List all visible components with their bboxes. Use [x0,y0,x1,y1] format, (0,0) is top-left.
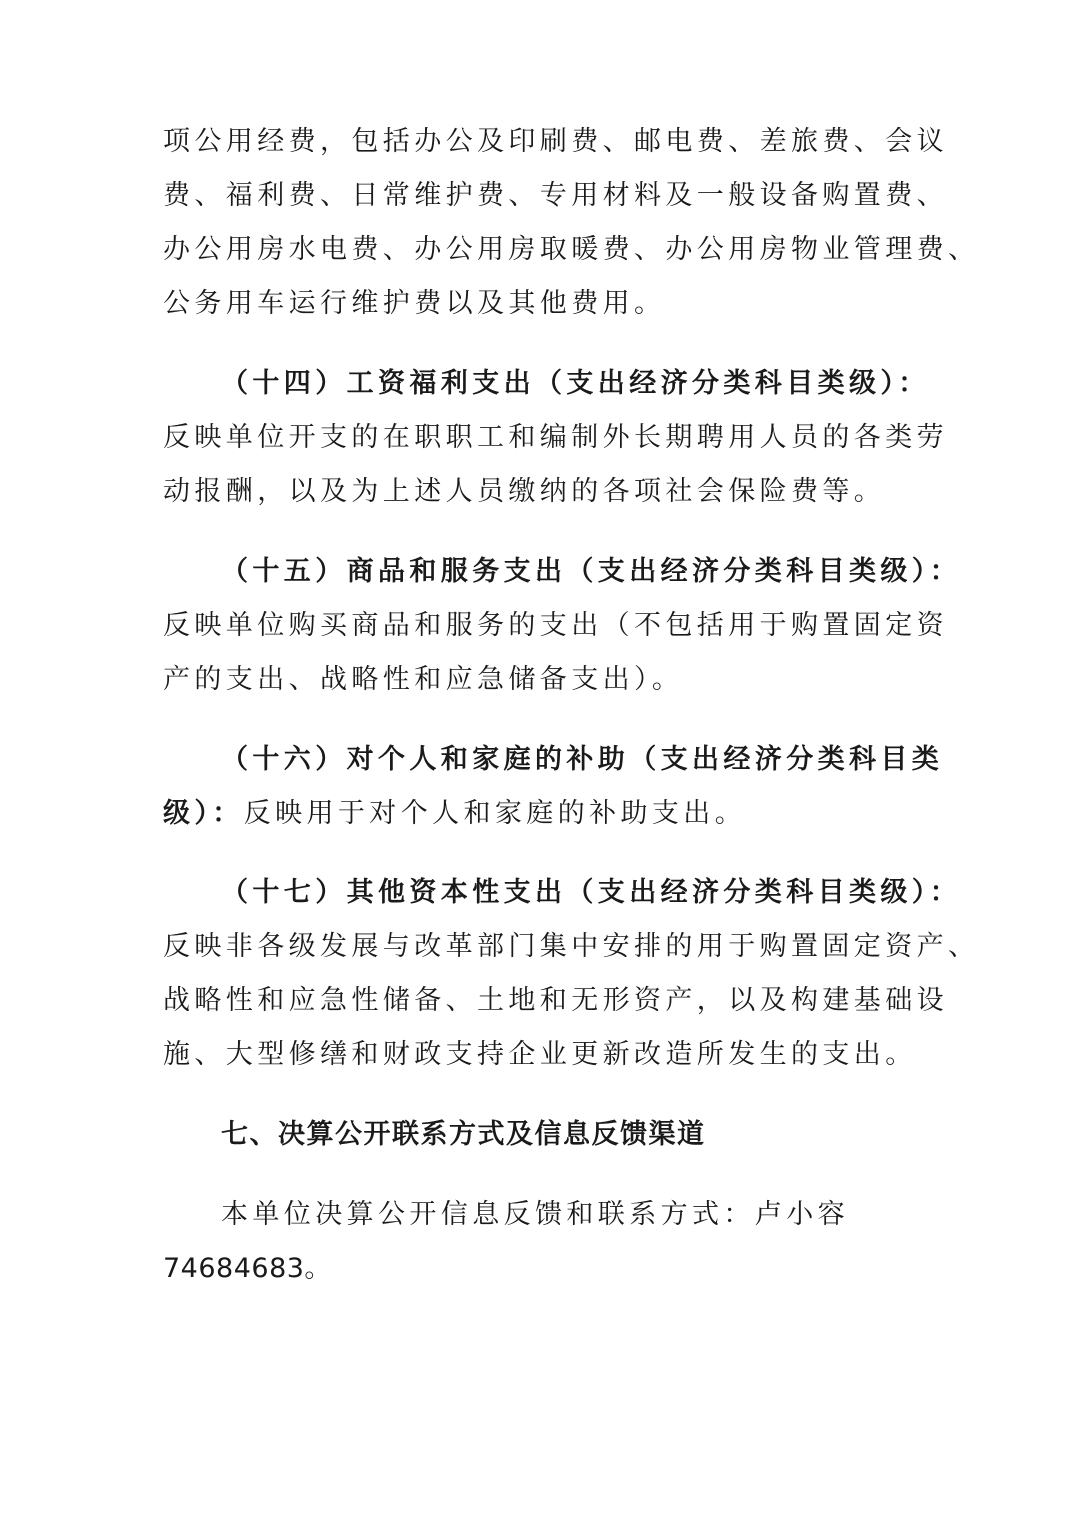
item-17-title: （十七）其他资本性支出（支出经济分类科目类级）： [221,877,962,908]
item-14-paragraph [163,357,948,519]
item-17-paragraph [163,866,980,1082]
item-17-line: 施、大型修缮和财政支持企业更新改造所发生的支出。 [163,1039,917,1070]
item-17-line: 反映非各级发展与改革部门集中安排的用于购置固定资产、 [163,931,980,962]
item-14-line: 反映单位开支的在职职工和编制外长期聘用人员的各类劳 [163,422,948,453]
intro-line: 办公用房水电费、办公用房取暖费、办公用房物业管理费、 [163,234,980,265]
intro-line: 项公用经费，包括办公及印刷费、邮电费、差旅费、会议 [163,126,948,157]
item-16-text: 反映用于对个人和家庭的补助支出。 [243,798,747,829]
item-16-paragraph [163,733,944,841]
section-7-heading: 七、决算公开联系方式及信息反馈渠道 [221,1119,706,1150]
item-14-line: 动报酬，以及为上述人员缴纳的各项社会保险费等。 [163,476,886,507]
intro-line: 费、福利费、日常维护费、专用材料及一般设备购置费、 [163,180,948,211]
item-16-title-end: 级）： [163,798,244,829]
section-7-paragraph [163,1188,908,1296]
item-15-title: （十五）商品和服务支出（支出经济分类科目类级）： [221,556,962,587]
item-16-title: （十六）对个人和家庭的补助（支出经济分类科目类 [221,744,944,775]
item-16-line [163,787,908,841]
item-15-paragraph [163,545,962,707]
intro-paragraph [163,115,980,331]
contact-line: 本单位决算公开信息反馈和联系方式：卢小容 [221,1199,849,1230]
contact-phone: 74684683。 [163,1253,332,1284]
item-14-title: （十四）工资福利支出（支出经济分类科目类级）： [221,368,930,399]
item-17-line: 战略性和应急性储备、土地和无形资产，以及构建基础设 [163,985,948,1016]
intro-line: 公务用车运行维护费以及其他费用。 [163,288,666,319]
item-15-line: 反映单位购买商品和服务的支出（不包括用于购置固定资 [163,610,948,641]
item-15-line: 产的支出、战略性和应急储备支出）。 [163,664,684,695]
